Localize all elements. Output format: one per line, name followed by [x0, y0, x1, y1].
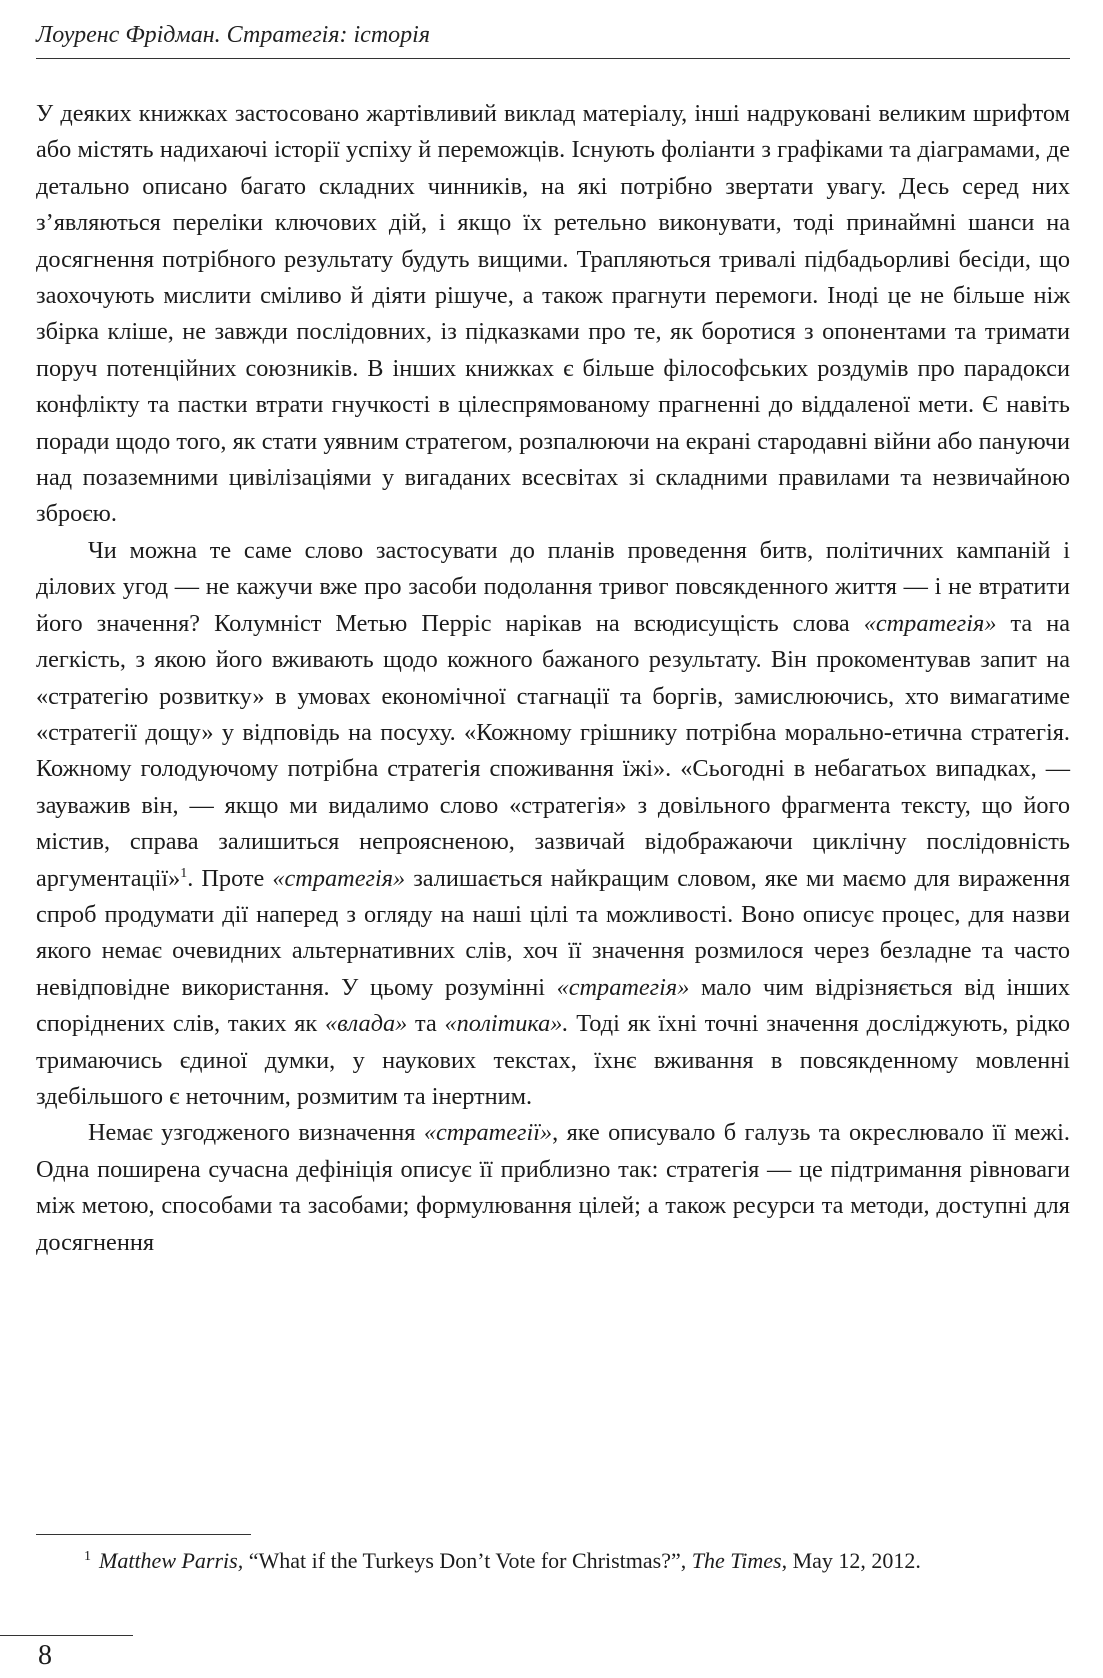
paragraph-2-text-e: мало чим відрізняється від інших споріднених слів, таких як [36, 973, 1070, 1038]
paragraph-2-text-d: залишається найкращим словом, яке ми маємо для вираження спроб продумати дії наперед з огляду на наші цілі та можливості. Воно описує процес, для назви якого немає очевидних альтернативних слів, хоч її значення розмилося через безладне та часто невідповідне використання. У цьому розумінні [36, 864, 1070, 1001]
footnote-source: The Times [691, 1548, 782, 1573]
page-number: 8 [38, 1640, 52, 1671]
footnote-date: , May 12, 2012. [781, 1548, 921, 1573]
paragraph-2-text-a: Чи можна те саме слово застосувати до планів проведення битв, політичних кампаній і ділових угод — не кажучи вже про засоби подолання тривог повсякденного життя — і не втратити його значення? Колумніст Метью Перріс нарікав на всюдисущість слова [36, 536, 1070, 637]
paragraph-2 [36, 533, 1070, 1116]
paragraph-2-term-strategy-3: «стратегія» [556, 973, 690, 1001]
footnote-reference[interactable]: 1 [180, 865, 188, 881]
paragraph-2-term-politics: «політика». [444, 1010, 569, 1038]
paragraph-2-text-f: та [407, 1010, 445, 1038]
footnote-title: “What if the Turkeys Don’t Vote for Christmas?”, [243, 1548, 692, 1573]
paragraph-2-term-strategy: «стратегія» [863, 609, 997, 637]
footnote-divider [36, 1534, 251, 1535]
paragraph-2-term-power: «влада» [324, 1010, 408, 1038]
page-number-divider [0, 1635, 133, 1636]
paragraph-2-text-g: Тоді як їхні точні значення досліджують, рідко тримаючись єдиної думки, у наукових текстах, їхнє вживання в повсякденному мовленні здебільшого є неточним, розмитим та інертним. [36, 1010, 1070, 1110]
footnote-1: 1 Matthew Parris, “What if the Turkeys Don’t Vote for Christmas?”, The Times, May 12, 2012. [84, 1548, 921, 1573]
paragraph-3-text-a: Немає узгодженого визначення [88, 1119, 424, 1147]
paragraph-3 [36, 1115, 1070, 1261]
paragraph-2-term-strategy-2: «стратегія» [272, 864, 406, 892]
running-header [36, 20, 1070, 59]
paragraph-2-text-b: та на легкість, з якою його вживають щодо кожного бажаного результату. Він прокоментував запит на «стратегію розвитку» в умовах економічної стагнації та боргів, замислюючись, хто вимагатиме «стратегії дощу» у відповідь на посуху. «Кожному грішнику потрібна морально-етична стратегія. Кожному голодуючому потрібна стратегія споживання їжі». «Сьогодні в небагатьох випадках, — зауважив він, — якщо ми видалимо слово «стратегія» з довільного фрагмента тексту, що його містив, справа залишиться непроясненою, зазвичай відображаючи циклічну послідовність аргументації» [36, 609, 1070, 892]
paragraph-1: У деяких книжках застосовано жартівливий виклад матеріалу, інші надруковані великим шрифтом або містять надихаючі історії успіху й переможців. Існують фоліанти з графіками та діаграмами, де детально описано багато складних чинників, на які потрібно звертати увагу. Десь серед них з’являються переліки ключових дій, і якщо їх ретельно виконувати, тоді принаймні шанси на досягнення потрібного результату будуть вищими. Трапляються тривалі підбадьорливі бесіди, що заохочують мислити сміливо й діяти рішуче, а також прагнути перемоги. Іноді це не більше ніж збірка кліше, не завжди послідовних, із підказками про те, як боротися з опонентами та тримати поруч потенційних союзників. В інших книжках є більше філософських роздумів про парадокси конфлікту та пастки втрати гнучкості в цілеспрямованому прагненні до віддаленої мети. Є навіть поради щодо того, як стати уявним стратегом, розпалюючи на екрані стародавні війни або пануючи над позаземними цивілізаціями у вигаданих всесвітах зі складними правилами та незвичайною зброєю. [36, 100, 1070, 528]
paragraph-3-term-strategy: «стратегії» [423, 1119, 553, 1147]
running-header-title: Лоуренс Фрідман. Стратегія: історія [36, 22, 430, 48]
paragraph-3-text-b: , яке описувало б галузь та окреслювало її межі. Одна поширена сучасна дефініція описує її приблизно так: стратегія — це підтримання рівноваги між метою, способами та засобами; формулювання цілей; а також ресурси та методи, доступні для досягнення [36, 1119, 1070, 1256]
body-text [36, 96, 1070, 1261]
paragraph-2-text-c: . Проте [187, 864, 273, 892]
footnote-author: Matthew Parris, [99, 1548, 244, 1573]
